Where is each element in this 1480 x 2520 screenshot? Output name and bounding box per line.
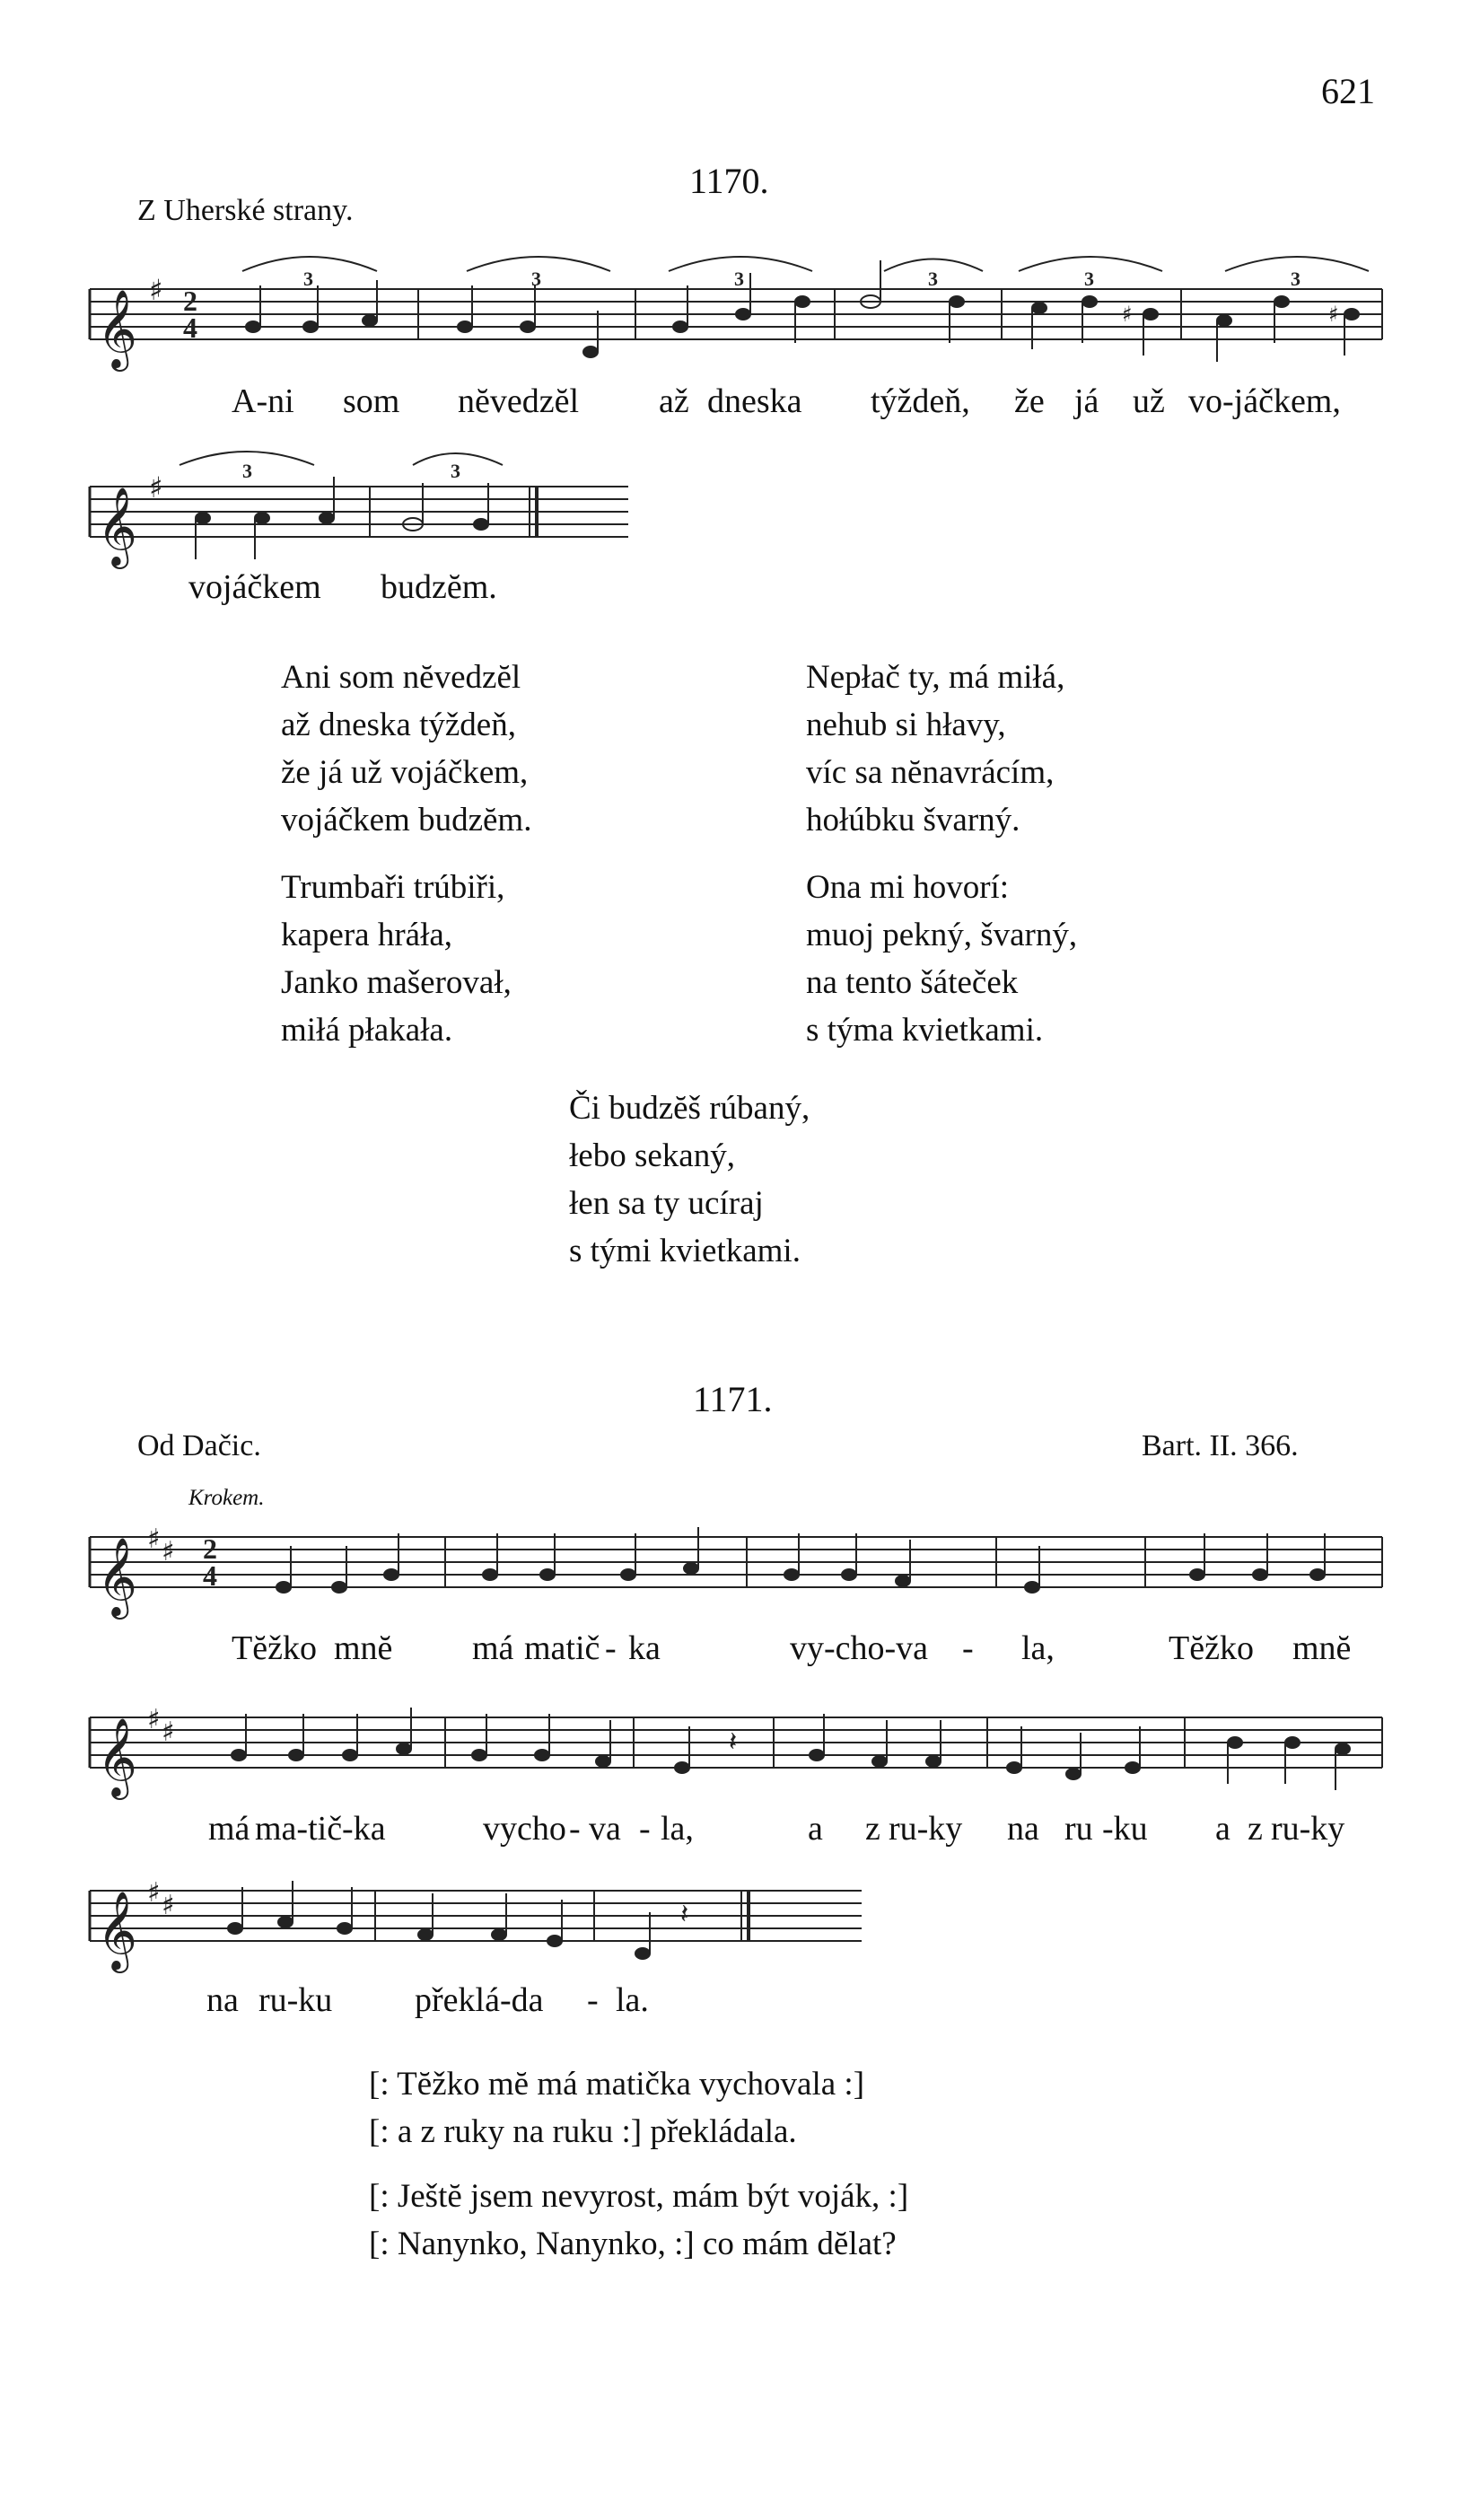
svg-text:3: 3: [928, 268, 938, 290]
svg-text:4: 4: [183, 312, 197, 344]
verse-1170-right-2: [806, 864, 1077, 1054]
svg-text:3: 3: [531, 268, 541, 290]
svg-text:𝄽: 𝄽: [729, 1726, 738, 1758]
syllable: že: [1014, 382, 1045, 420]
verse-line: hołúbku švarný.: [806, 802, 1020, 839]
verse-line: [: a z ruky na ruku :] překládala.: [369, 2113, 797, 2150]
syllable: až: [659, 382, 689, 420]
syllable: na: [206, 1981, 239, 2019]
svg-text:3: 3: [303, 268, 313, 290]
svg-text:♯: ♯: [147, 1704, 161, 1735]
verse-line: Nepłač ty, má miłá,: [806, 659, 1065, 696]
syllable: la,: [661, 1810, 694, 1848]
verse-line: Janko mašerovał,: [281, 964, 512, 1001]
verse-line: nehub si hłavy,: [806, 707, 1006, 743]
song-origin-1170: Z Uherské strany.: [137, 194, 354, 227]
syllable: Tĕžko: [232, 1629, 317, 1667]
svg-text:2: 2: [203, 1532, 217, 1565]
syllable: a: [1215, 1810, 1230, 1848]
svg-text:3: 3: [1291, 268, 1300, 290]
svg-text:3: 3: [451, 460, 460, 482]
verse-1170-left-2: [281, 864, 512, 1054]
syllable: a: [808, 1810, 823, 1848]
svg-text:♯: ♯: [1122, 302, 1133, 327]
verse-1170-left-1: [281, 654, 531, 844]
syllable: vojáčkem: [188, 568, 321, 606]
syllable: -ku: [1102, 1810, 1148, 1848]
svg-text:𝄞: 𝄞: [97, 1536, 137, 1616]
svg-text:𝄞: 𝄞: [97, 486, 137, 566]
verse-line: s tými kvietkami.: [569, 1233, 801, 1269]
svg-text:4: 4: [203, 1559, 217, 1592]
svg-text:𝄞: 𝄞: [97, 1890, 137, 1970]
syllable: mnĕ: [334, 1629, 393, 1667]
verse-1170-center: [569, 1084, 810, 1275]
tempo-marking: Krokem.: [188, 1486, 265, 1510]
song-origin-1171: Od Dačic.: [137, 1429, 261, 1462]
syllable: vy-cho-va: [790, 1629, 929, 1667]
verse-line: [: Nanynko, Nanynko, :] co mám dĕlat?: [369, 2226, 897, 2262]
page-number: 621: [1321, 71, 1375, 111]
verse-1171-1: [369, 2060, 864, 2156]
svg-text:♯: ♯: [147, 1877, 161, 1909]
verse-line: [: Ještĕ jsem nevyrost, mám být voják, :]: [369, 2178, 909, 2215]
syllable: ru: [1064, 1810, 1093, 1848]
syllable: já: [1074, 382, 1099, 420]
verse-line: Trumbaři trúbiři,: [281, 869, 505, 906]
syllable: týždeň,: [871, 382, 970, 420]
syllable: ru-ky: [889, 1810, 963, 1848]
syllable: -: [962, 1629, 974, 1667]
syllable: z: [865, 1810, 880, 1848]
verse-line: s týma kvietkami.: [806, 1012, 1044, 1049]
svg-text:𝄽: 𝄽: [680, 1899, 689, 1930]
song-reference-1171: Bart. II. 366.: [1142, 1429, 1299, 1462]
syllable: vo-jáčkem,: [1188, 382, 1341, 420]
svg-text:𝄞: 𝄞: [97, 288, 137, 368]
verse-line: Či budzĕš rúbaný,: [569, 1090, 810, 1127]
svg-text:♯: ♯: [162, 1717, 175, 1748]
syllable: -: [587, 1981, 599, 2019]
svg-text:2: 2: [183, 285, 197, 317]
syllable: vycho: [483, 1810, 566, 1848]
syllable: la.: [616, 1981, 649, 2019]
verse-line: muoj pekný, švarný,: [806, 917, 1078, 953]
svg-text:𝄞: 𝄞: [97, 1717, 137, 1796]
syllable: mnĕ: [1292, 1629, 1352, 1667]
syllable: dneska: [707, 382, 802, 420]
svg-text:♯: ♯: [162, 1536, 175, 1567]
syllable: la,: [1021, 1629, 1055, 1667]
svg-text:3: 3: [1084, 268, 1094, 290]
svg-text:♯: ♯: [1328, 302, 1339, 327]
verse-line: až dneska týždeň,: [281, 707, 516, 743]
svg-text:♯: ♯: [162, 1890, 175, 1921]
syllable: na: [1007, 1810, 1039, 1848]
syllable: budzĕm.: [381, 568, 497, 606]
verse-line: [: Tĕžko mĕ má matička vychovala :]: [369, 2066, 865, 2103]
svg-text:♯: ♯: [149, 470, 163, 505]
syllable: překlá-da: [415, 1981, 544, 2019]
song-number-1171: 1171.: [693, 1379, 773, 1419]
song-number-1170: 1170.: [689, 161, 769, 201]
syllable: va: [589, 1810, 621, 1848]
verse-line: na tento šáteček: [806, 964, 1019, 1001]
verse-line: kapera hráła,: [281, 917, 453, 953]
verse-line: že já už vojáčkem,: [281, 754, 529, 791]
syllable: má: [472, 1629, 514, 1667]
syllable: -: [639, 1810, 651, 1848]
syllable: z: [1248, 1810, 1263, 1848]
svg-text:3: 3: [734, 268, 744, 290]
verse-line: miłá płakała.: [281, 1012, 453, 1049]
syllable: ru-ku: [258, 1981, 333, 2019]
verse-line: vojáčkem budzĕm.: [281, 802, 532, 839]
syllable: -: [569, 1810, 581, 1848]
verse-line: łen sa ty ucíraj: [569, 1185, 764, 1222]
syllable: nĕvedzĕl: [458, 382, 580, 420]
verse-1170-right-1: [806, 654, 1064, 844]
syllable: Tĕžko: [1169, 1629, 1254, 1667]
verse-line: Ani som nĕvedzĕl: [281, 659, 521, 696]
verse-line: Ona mi hovorí:: [806, 869, 1010, 906]
syllable: ka: [628, 1629, 661, 1667]
syllable: matič: [524, 1629, 600, 1667]
svg-text:3: 3: [242, 460, 252, 482]
syllable: A-ni: [232, 382, 294, 420]
verse-1171-2: [369, 2173, 908, 2268]
verse-line: łebo sekaný,: [569, 1137, 735, 1174]
svg-text:♯: ♯: [149, 273, 163, 307]
svg-text:♯: ♯: [147, 1523, 161, 1555]
syllable: už: [1133, 382, 1165, 420]
verse-line: víc sa nĕnavrácím,: [806, 754, 1055, 791]
syllable: ru-ky: [1271, 1810, 1345, 1848]
syllable: -: [605, 1629, 617, 1667]
syllable: má: [208, 1810, 250, 1848]
syllable: ma-tič-ka: [255, 1810, 386, 1848]
syllable: som: [343, 382, 400, 420]
